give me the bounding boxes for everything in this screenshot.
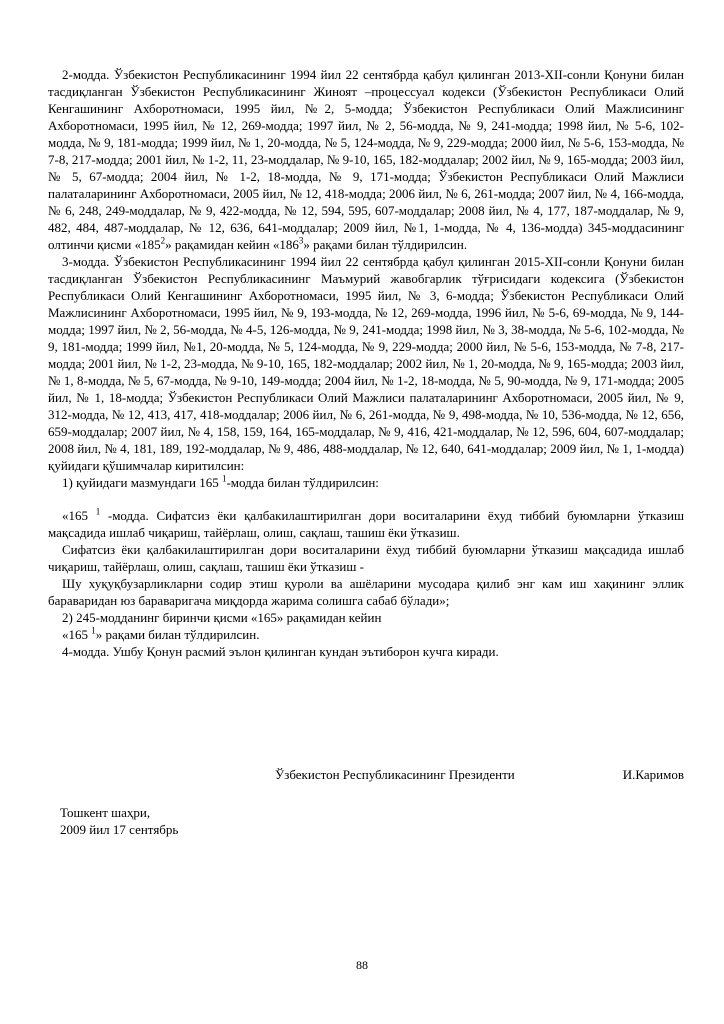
place: Тошкент шаҳри, xyxy=(60,805,151,820)
article-2-mid: » рақамидан кейин «186 xyxy=(165,237,299,252)
article-4: 4-модда. Ушбу Қонун расмий эълон қилинган кундан эътиборон кучга киради. xyxy=(62,644,499,659)
superscript: 1 xyxy=(91,625,96,636)
item-1-post: -модда билан тўлдирилсин: xyxy=(226,475,379,490)
item-2b-pre: «165 xyxy=(62,627,88,642)
quote-pre: «165 xyxy=(62,508,88,523)
quoted-paragraph-3: Шу хуқуқбузарликларни содир этиш қуроли ва ашёларини мусодара қилиб энг кам иш хақининг эллик бараваридан юз бараваригача миқдорда жарима солишга сабаб бўлади»; xyxy=(48,576,684,608)
article-2-end: » рақами билан тўлдирилсин. xyxy=(303,237,468,252)
spacer xyxy=(48,491,684,507)
item-2: 2) 245-модданинг биринчи қисми «165» рақамидан кейин xyxy=(62,610,382,625)
quoted-article xyxy=(48,507,684,541)
signature-title: Ўзбекистон Республикасининг Президенти xyxy=(275,767,515,782)
item-1 xyxy=(48,474,684,491)
superscript: 2 xyxy=(160,235,166,246)
quoted-paragraph-2: Сифатсиз ёки қалбакилаштирилган дори воситаларини ёхуд тиббий буюмларни ўтказиш мақсадида ишлаб чиқариш, тайёрлаш, олиш, сақлаш, ташиш ёки ўтказиш - xyxy=(48,542,684,574)
superscript: 3 xyxy=(298,235,304,246)
superscript: 1 xyxy=(95,506,101,517)
signature-name: И.Каримов xyxy=(622,767,684,782)
item-1-pre: 1) қуйидаги мазмундаги 165 xyxy=(62,475,219,490)
date: 2009 йил 17 сентябрь xyxy=(60,822,179,837)
signature-block xyxy=(275,766,684,783)
article-3: 3-модда. Ўзбекистон Республикасининг 1994 йил 22 сентябрда қабул қилинган 2015-XII-сонли Қонуни билан тасдиқланган Ўзбекистон Республикасининг Маъмурий жавобгарлик тўғрисидаги кодексига (Ўзбекистон Республикаси Олий Кенгашининг Ахборотномаси, 1995 йил, № 3, 6-модда; Ўзбекистон Республикаси Олий Мажлисининг Ахборотномаси, 1995 йил, № 9, 193-модда, № 12, 269-модда, 1996 йил, № 5-6, 69-модда, № 9, 144-модда; 1997 йил, № 2, 56-модда, № 4-5, 126-модда, № 9, 241-модда; 1998 йил, № 3, 38-модда, № 5-6, 102-модда, № 9, 181-модда; 1999 йил, №1, 20-модда, № 5, 124-модда, № 9, 229-модда; 2000 йил, № 5-6, 153-модда, № 7-8, 217-модда; 2001 йил, № 1-2, 23-модда, № 9-10, 165, 182-моддалар; 2002 йил, № 1, 20-модда, № 9, 165-модда; 2003 йил, № 1, 8-модда, № 5, 67-модда, № 9-10, 149-модда; 2004 йил, № 1-2, 18-модда, № 5, 90-модда, № 9, 171-модда; 2005 йил, № 1, 18-модда; Ўзбекистон Республикаси Олий Мажлиси палаталарининг Ахборотномаси, 2005 йил, № 9, 312-модда, № 12, 413, 417, 418-моддалар; 2006 йил, № 6, 261-модда, № 9, 498-модда, № 10, 536-модда, № 12, 656, 659-моддалар; 2007 йил, № 4, 158, 159, 164, 165-моддалар, № 9, 416, 421-моддалар, № 12, 596, 604, 607-моддалар; 2008 йил, № 4, 181, 189, 192-моддалар, № 9, 486, 488-моддалар, № 12, 640, 641-моддалар; 2009 йил, № 1, 1-модда) қуйидаги қўшимчалар киритилсин: xyxy=(48,254,684,473)
item-2b-post: » рақами билан тўлдирилсин. xyxy=(95,627,260,642)
place-date-block xyxy=(60,804,178,838)
superscript: 1 xyxy=(221,473,227,484)
page-number: 88 xyxy=(356,958,368,972)
document-body xyxy=(48,66,684,660)
item-2-continued xyxy=(48,626,684,643)
quote-post: -модда. Сифатсиз ёки қалбакилаштирилган дори воситаларини ёхуд тиббий буюмларни ўтказиш мақсадида ишлаб чиқариш, тайёрлаш, олиш, сақлаш, ташиш ёки ўтказиш. xyxy=(48,508,685,540)
article-2-text: 2-модда. Ўзбекистон Республикасининг 1994 йил 22 сентябрда қабул қилинган 2013-XII-сонли Қонуни билан тасдиқланган Ўзбекистон Республикасининг Жиноят –процессуал кодекси (Ўзбекистон Республикаси Олий Кенгашининг Ахборотномаси, 1995 йил, №2, 5-модда; Ўзбекистон Республикаси Олий Мажлисининг Ахборотномаси, 1995 йил, № 12, 269-модда; 1997 йил, № 2, 56-модда, № 9, 241-модда; 1998 йил, № 5-6, 102-модда, № 9, 181-модда; 1999 йил, № 1, 20-модда, № 5, 124-модда, № 9, 229-модда; 2000 йил, № 5-6, 153-модда, № 7-8, 217-модда; 2001 йил, № 1-2, 11, 23-моддалар, № 9-10, 165, 182-моддалар; 2002 йил, № 9, 165-модда; 2003 йил, № 5, 67-модда; 2004 йил, № 1-2, 18-модда, № 9, 171-модда; Ўзбекистон Республикаси Олий Мажлиси палаталарининг Ахборотномаси, 2005 йил, № 12, 418-модда; 2006 йил, № 6, 261-модда; 2007 йил, № 4, 166-модда, № 6, 248, 249-моддалар, № 9, 422-модда, № 12, 594, 595, 607-моддалар; 2008 йил, № 4, 177, 187-моддалар, № 9, 482, 484, 487-моддалар, № 12, 636, 641-моддалар; 2009 йил, №1, 1-модда, № 4, 136-модда) 345-моддасининг олтинчи қисми «185 xyxy=(48,67,684,252)
article-2 xyxy=(48,66,684,253)
